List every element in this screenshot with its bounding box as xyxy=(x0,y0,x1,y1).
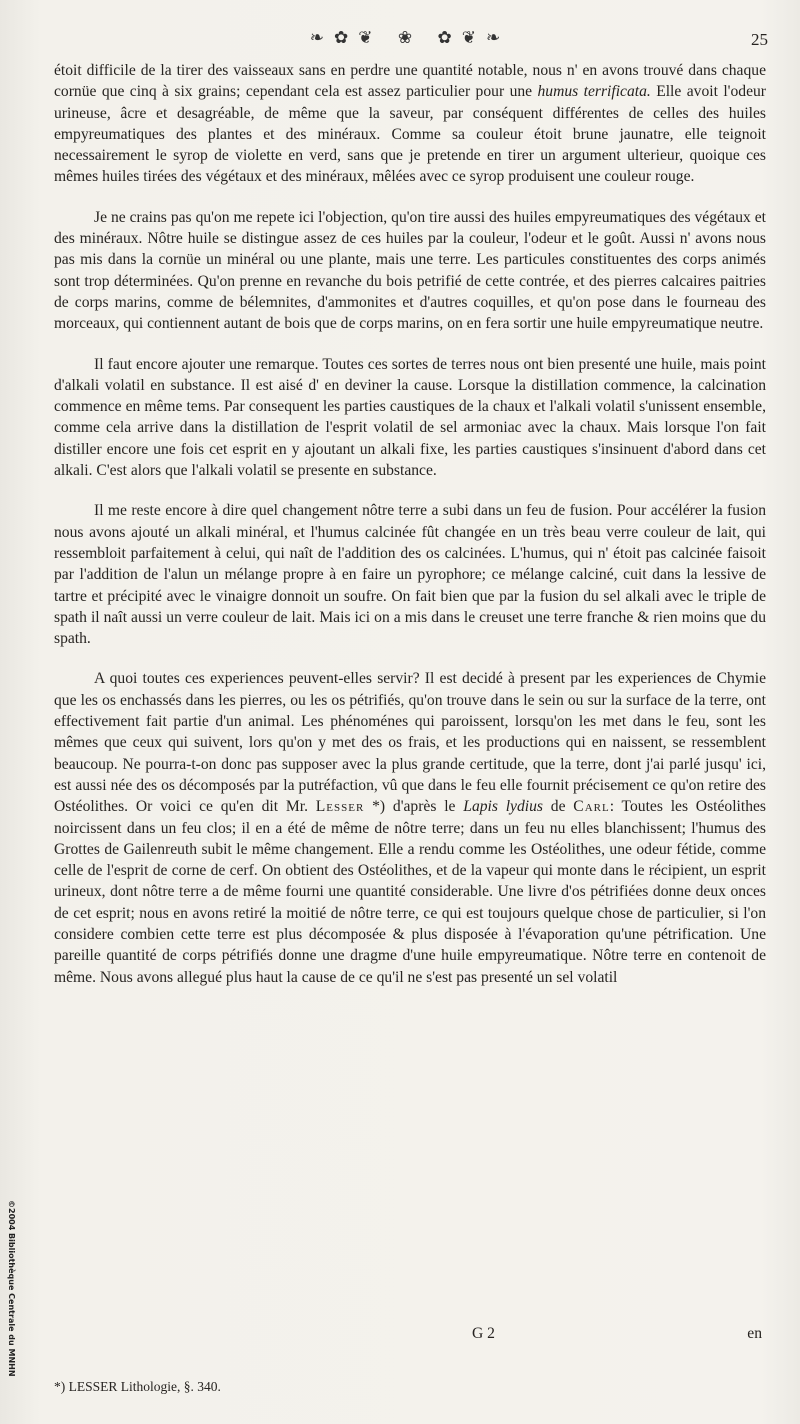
text-segment: *) d'après le xyxy=(364,798,464,816)
side-credit-text: ©2004 Bibliothèque Centrale du MNHN xyxy=(7,1200,16,1377)
paragraph-1 xyxy=(54,60,766,188)
paragraph-5 xyxy=(54,668,766,987)
text-segment: Il me reste encore à dire quel changement nôtre terre a subi dans un feu de fusion. Pour accélérer la fusion nous avons ajouté un alkali minéral, et l'humus calcinée fût changée en un très beau verre couleur de lait, qui ressembloit parfaitement à celui, qui naît de l'addition des os calcinées. L'humus, qui n' étoit pas calcinée faisoit par l'addition de l'alun un mélange propre à en faire un pyrophore; ce mélange calciné, cuit dans la lessive de tartre et précipité avec le vinaigre donnoit un soufre. On fait bien que par la fusion du sel alkali avec le triple de spath il naît aussi un verre couleur de lait. Mais ici on a mis dans le creuset une terre franche & rien moins que du spath. xyxy=(54,502,766,648)
paragraph-3 xyxy=(54,354,766,482)
author-name: Lesser xyxy=(315,798,365,816)
paragraph-2 xyxy=(54,207,766,335)
body-text xyxy=(54,60,766,988)
text-segment: Elle avoit l'odeur urineuse, âcre et desagréable, de même que la saveur, par conséquent différentes de celles des huiles empyreumatiques des plantes et des minéraux. Comme sa couleur étoit brune jaunatre, elle teignoit necessairement le syrop de violette en verd, sans que je pretende en tirer un argument ulterieur, quoique ces mêmes huiles tirées des végétaux et des minéraux, mêlées avec ce syrop produisent une couleur rouge. xyxy=(54,83,766,186)
text-segment: Il faut encore ajouter une remarque. Toutes ces sortes de terres nous ont bien presenté une huile, mais point d'alkali volatil en substance. Il est aisé d' en deviner la cause. Lorsque la distillation commence, la calcination commence en même tems. Par consequent les parties caustiques de la chaux et l'alkali volatil s'unissent ensemble, comme cela arrive dans la distillation de l'esprit volatil de sel armoniac avec la chaux. Mais lorsque l'on fait distiller encore une fois cet esprit en y ajoutant un alkali fixe, les parties caustiques s'insinuent d'abord dans cet alkali. C'est alors que l'alkali volatil se presente en substance. xyxy=(54,355,766,480)
signature-line xyxy=(54,1325,766,1347)
page-header xyxy=(0,28,800,58)
page-number: 25 xyxy=(751,30,768,49)
text-segment: de xyxy=(542,798,574,816)
italic-term: humus terrificata. xyxy=(537,83,651,101)
italic-term: Lapis lydius xyxy=(463,798,543,816)
side-credit xyxy=(2,1200,16,1420)
catchword: en xyxy=(747,1325,762,1342)
text-segment: étoit difficile de la tirer des vaisseaux sans en perdre une quantité notable, nous n' en avons trouvé dans chaque cornüe que cinq à six grains; cependant cela est assez particulier pour une xyxy=(54,62,766,101)
footnote: *) LESSER Lithologie, §. 340. xyxy=(54,1379,221,1394)
author-name: Carl xyxy=(573,798,610,816)
header-ornament: ❧✿❦ ❀ ✿❦❧ xyxy=(309,28,511,48)
paragraph-4 xyxy=(54,500,766,649)
signature-mark: G 2 xyxy=(472,1325,495,1342)
text-segment: A quoi toutes ces experiences peuvent-elles servir? Il est decidé à present par les experiences de Chymie que les os enchassés dans les pierres, ou les os pétrifiés, qu'on trouve dans le sein ou sur la surface de la terre, ont effectivement fait partie d'un animal. Les phénoménes qui paroissent, lorsqu'on les met dans le feu, sont les mêmes que ceux qui suivent, lors qu'on y met des os frais, et les productions qui en naissent, se ressemblent beaucoup. Ne pourra-t-on donc pas supposer avec la plus grande certitude, que la terre, dont j'ai parlé jusqu' ici, est aussi née des os décomposés par la putréfaction, vû que dans le feu elle fournit précisement ce qu'on retire des Ostéolithes. Or voici ce qu'en dit Mr. xyxy=(54,670,766,816)
text-segment: Je ne crains pas qu'on me repete ici l'objection, qu'on tire aussi des huiles empyreumatiques des végétaux et des minéraux. Nôtre huile se distingue assez de ces huiles par la couleur, l'odeur et le goût. Aussi n' avons nous pas mis dans la cornüe un minéral ou une plante, mais une terre. Les particules constituentes des corps animés sont trop déterminées. Qu'on prenne en revanche du bois petrifié de cette contrée, et des pierres calcaires paitries de corps marins, comme de bélemnites, d'ammonites et d'autres coquilles, et qu'on pose dans le fourneau des morceaux, qui contiennent autant de bois que de corps marins, on en fera sortir une huile empyreumatique neutre. xyxy=(54,208,766,333)
text-segment: : Toutes les Ostéolithes noircissent dans un feu clos; il en a été de même de nôtre terre; dans un feu nu elles blanchissent; l'humus des Grottes de Gailenreuth subit le même changement. Elle a rendu comme les Ostéolithes, une odeur fétide, comme celle de l'esprit de corne de cerf. On obtient des Ostéolithes, et de la vapeur qui monte dans le récipient, un esprit urineux, dont nôtre terre a de même fourni une quantité considerable. Une livre d'os pétrifiées donne deux onces de cet esprit; nous en avons retiré la moitié de nôtre terre, ce qui est toujours quelque chose de particulier, si l'on considere combien cette terre est plus décomposée & plus disposée à l'évaporation qu'une pétrification. Une pareille quantité de corps pétrifiés donne une dragme d'une huile empyreumatique. Nôtre terre en contenoit de même. Nous avons allegué plus haut la cause de ce qu'il ne s'est pas presenté un sel volatil xyxy=(54,798,766,986)
